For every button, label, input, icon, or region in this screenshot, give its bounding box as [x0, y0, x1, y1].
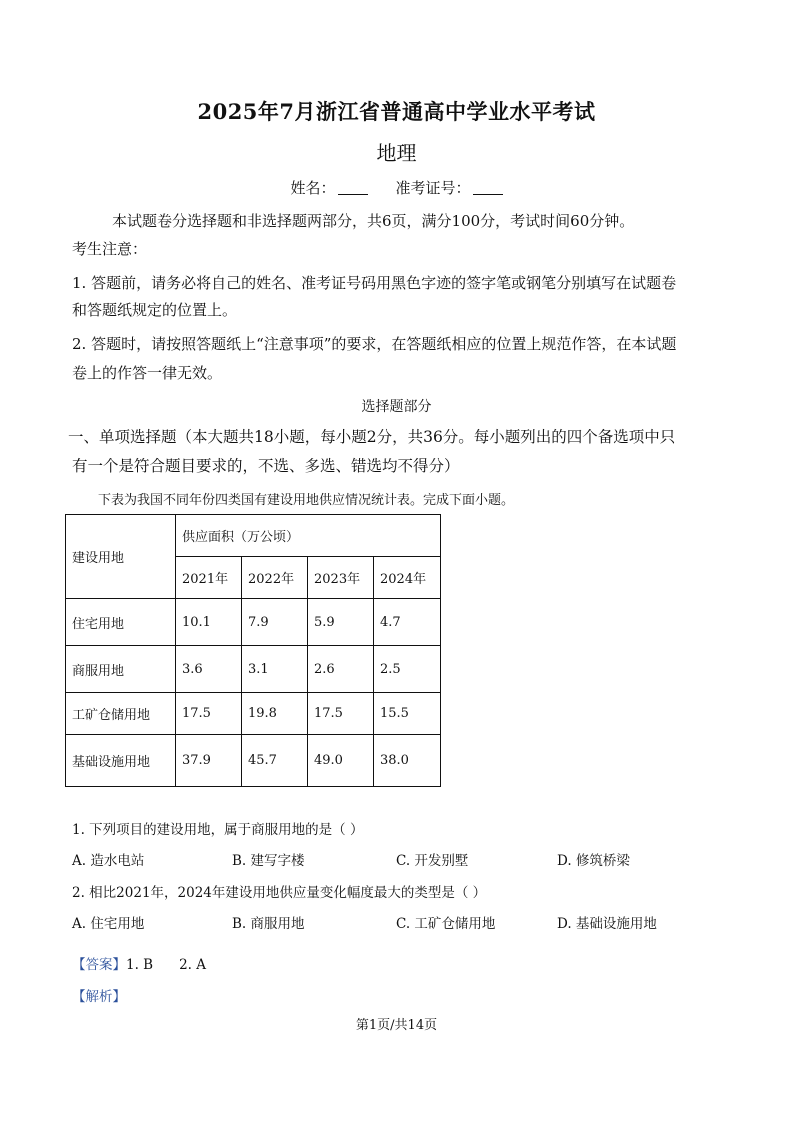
table-cell: 3.6 [176, 646, 242, 693]
table-cell: 49.0 [308, 735, 374, 787]
row-label: 基础设施用地 [66, 735, 176, 787]
part-1-heading-line-1: 一、单项选择题（本大题共18小题，每小题2分，共36分。每小题列出的四个备选项中只 [68, 428, 676, 446]
row-label: 工矿仓储用地 [66, 693, 176, 735]
land-supply-table [65, 514, 441, 787]
table-cell: 2.6 [308, 646, 374, 693]
answer-label: 【答案】 [72, 957, 126, 973]
table-cell: 37.9 [176, 735, 242, 787]
table-cell: 19.8 [242, 693, 308, 735]
exam-id-blank [473, 180, 503, 195]
rule-1-line-1: 1. 答题前，请务必将自己的姓名、准考证号码用黑色字迹的签字笔或钢笔分别填写在试题卷 [72, 274, 677, 292]
table-row [66, 735, 441, 787]
analysis-label: 【解析】 [72, 989, 126, 1005]
answer-line [72, 953, 206, 973]
intro-text: 本试题卷分选择题和非选择题两部分，共6页，满分100分，考试时间60分钟。 [112, 212, 635, 230]
question-2-option-a: A. 住宅用地 [72, 916, 145, 932]
table-intro: 下表为我国不同年份四类国有建设用地供应情况统计表。完成下面小题。 [98, 493, 515, 508]
question-1-option-b: B. 建写字楼 [232, 853, 305, 869]
question-1-option-a: A. 造水电站 [72, 853, 145, 869]
exam-id-label: 准考证号： [395, 179, 471, 197]
table-cell: 17.5 [176, 693, 242, 735]
group-header-cell: 供应面积（万公顷） [176, 515, 441, 557]
table-row [66, 693, 441, 735]
subject-title: 地理 [376, 141, 417, 165]
exam-title: 2025年7月浙江省普通高中学业水平考试 [197, 99, 596, 124]
question-2-option-d: D. 基础设施用地 [557, 916, 657, 932]
year-header-2022: 2022年 [242, 557, 308, 599]
name-blank [338, 180, 368, 195]
row-header-cell: 建设用地 [66, 515, 176, 599]
table-cell: 10.1 [176, 599, 242, 646]
rule-2-line-1: 2. 答题时，请按照答题纸上“注意事项”的要求，在答题纸相应的位置上规范作答，在本试题 [72, 335, 677, 353]
page-footer: 第1页/共14页 [355, 1018, 438, 1033]
table-cell: 5.9 [308, 599, 374, 646]
question-2-stem: 2. 相比2021年，2024年建设用地供应量变化幅度最大的类型是（ ） [72, 885, 487, 901]
row-label: 商服用地 [66, 646, 176, 693]
table-cell: 4.7 [374, 599, 441, 646]
answer-q2: 2. A [179, 957, 207, 973]
year-header-2021: 2021年 [176, 557, 242, 599]
question-1-option-c: C. 开发别墅 [396, 853, 469, 869]
year-header-2024: 2024年 [374, 557, 441, 599]
question-2-option-b: B. 商服用地 [232, 916, 305, 932]
table-cell: 38.0 [374, 735, 441, 787]
question-1-option-d: D. 修筑桥梁 [557, 853, 630, 869]
candidate-info [0, 177, 793, 198]
question-1-stem: 1. 下列项目的建设用地，属于商服用地的是（ ） [72, 822, 364, 838]
question-2-option-c: C. 工矿仓储用地 [396, 916, 496, 932]
table-cell: 15.5 [374, 693, 441, 735]
table-cell: 17.5 [308, 693, 374, 735]
answer-q1: 1. B [126, 957, 154, 973]
table-cell: 45.7 [242, 735, 308, 787]
rule-1-line-2: 和答题纸规定的位置上。 [72, 301, 238, 319]
part-1-heading-line-2: 有一个是符合题目要求的，不选、多选、错选均不得分） [72, 457, 460, 475]
table-row [66, 599, 441, 646]
year-header-2023: 2023年 [308, 557, 374, 599]
notice-title: 考生注意： [72, 240, 148, 258]
section-title: 选择题部分 [361, 399, 432, 415]
name-label: 姓名： [290, 179, 336, 197]
table-cell: 7.9 [242, 599, 308, 646]
row-label: 住宅用地 [66, 599, 176, 646]
table-row [66, 646, 441, 693]
table-cell: 3.1 [242, 646, 308, 693]
rule-2-line-2: 卷上的作答一律无效。 [72, 364, 223, 382]
table-cell: 2.5 [374, 646, 441, 693]
